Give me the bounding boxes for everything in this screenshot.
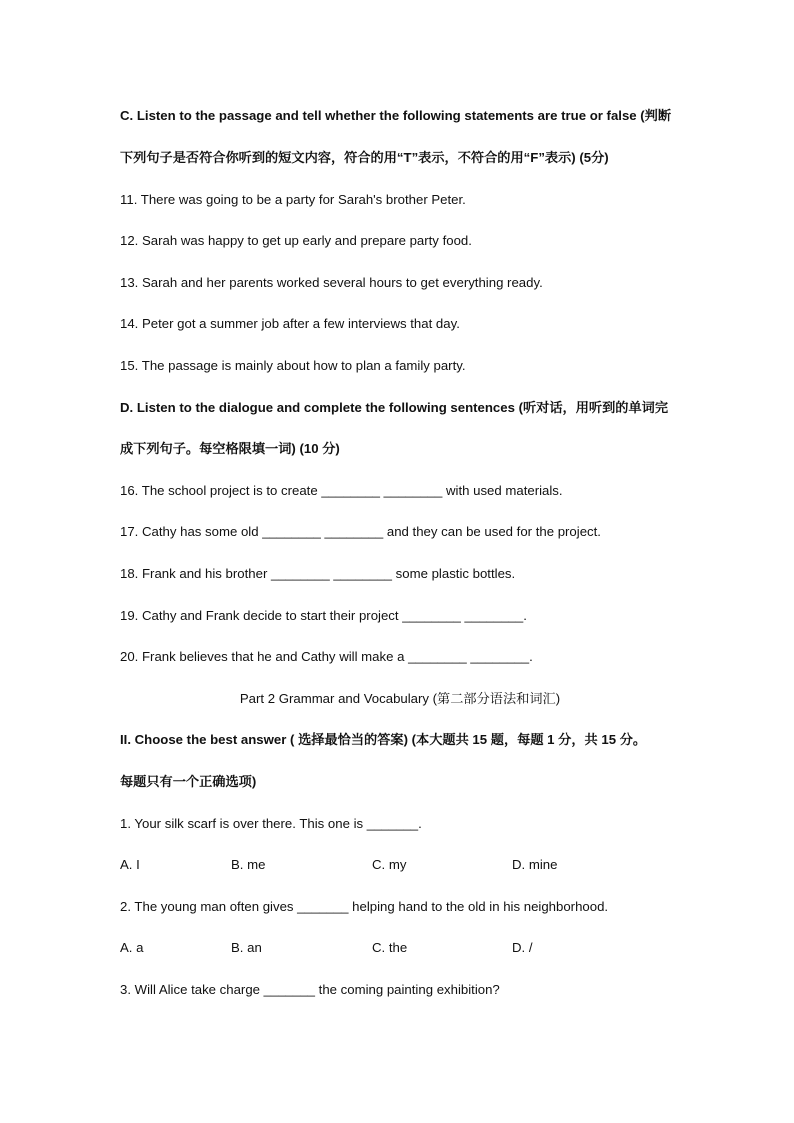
question-1-option-b: B. me	[231, 857, 266, 872]
part-2-title: Part 2 Grammar and Vocabulary (第二部分语法和词汇)	[239, 691, 561, 706]
sentence-18: 18. Frank and his brother ________ ________ some plastic bottles.	[120, 566, 516, 581]
question-2-option-d: D. /	[512, 940, 533, 955]
section-d-heading-line1: D. Listen to the dialogue and complete the following sentences (听对话，用听到的单词完	[120, 400, 669, 415]
statement-11: 11. There was going to be a party for Sarah's brother Peter.	[120, 192, 466, 207]
question-1-option-c: C. my	[372, 857, 407, 872]
question-2-option-b: B. an	[231, 940, 262, 955]
question-1-option-a: A. I	[120, 857, 140, 872]
sentence-19: 19. Cathy and Frank decide to start their project ________ ________.	[120, 608, 527, 623]
question-2-option-c: C. the	[372, 940, 408, 955]
sentence-17: 17. Cathy has some old ________ ________ and they can be used for the project.	[120, 524, 601, 539]
question-3-stem: 3. Will Alice take charge _______ the coming painting exhibition?	[120, 982, 500, 997]
section-c-heading-line1: C. Listen to the passage and tell whether the following statements are true or false (判断	[120, 108, 672, 123]
section-c-heading-line2: 下列句子是否符合你听到的短文内容，符合的用“T”表示，不符合的用“F”表示) (5分)	[120, 150, 609, 165]
question-2-option-a: A. a	[120, 940, 144, 955]
section-ii-heading-line1: II. Choose the best answer ( 选择最恰当的答案) (本大题共 15 题，每题 1 分，共 15 分。	[120, 732, 647, 747]
statement-14: 14. Peter got a summer job after a few interviews that day.	[120, 316, 460, 331]
statement-15: 15. The passage is mainly about how to plan a family party.	[120, 358, 466, 373]
question-2-stem: 2. The young man often gives _______ helping hand to the old in his neighborhood.	[120, 899, 609, 914]
statement-12: 12. Sarah was happy to get up early and prepare party food.	[120, 233, 472, 248]
section-d-heading-line2: 成下列句子。每空格限填一词) (10 分)	[120, 441, 340, 456]
section-ii-heading-line2: 每题只有一个正确选项)	[120, 774, 257, 789]
sentence-16: 16. The school project is to create ________ ________ with used materials.	[120, 483, 563, 498]
sentence-20: 20. Frank believes that he and Cathy will make a ________ ________.	[120, 649, 533, 664]
statement-13: 13. Sarah and her parents worked several hours to get everything ready.	[120, 275, 543, 290]
question-1-option-d: D. mine	[512, 857, 558, 872]
question-1-stem: 1. Your silk scarf is over there. This one is _______.	[120, 816, 422, 831]
